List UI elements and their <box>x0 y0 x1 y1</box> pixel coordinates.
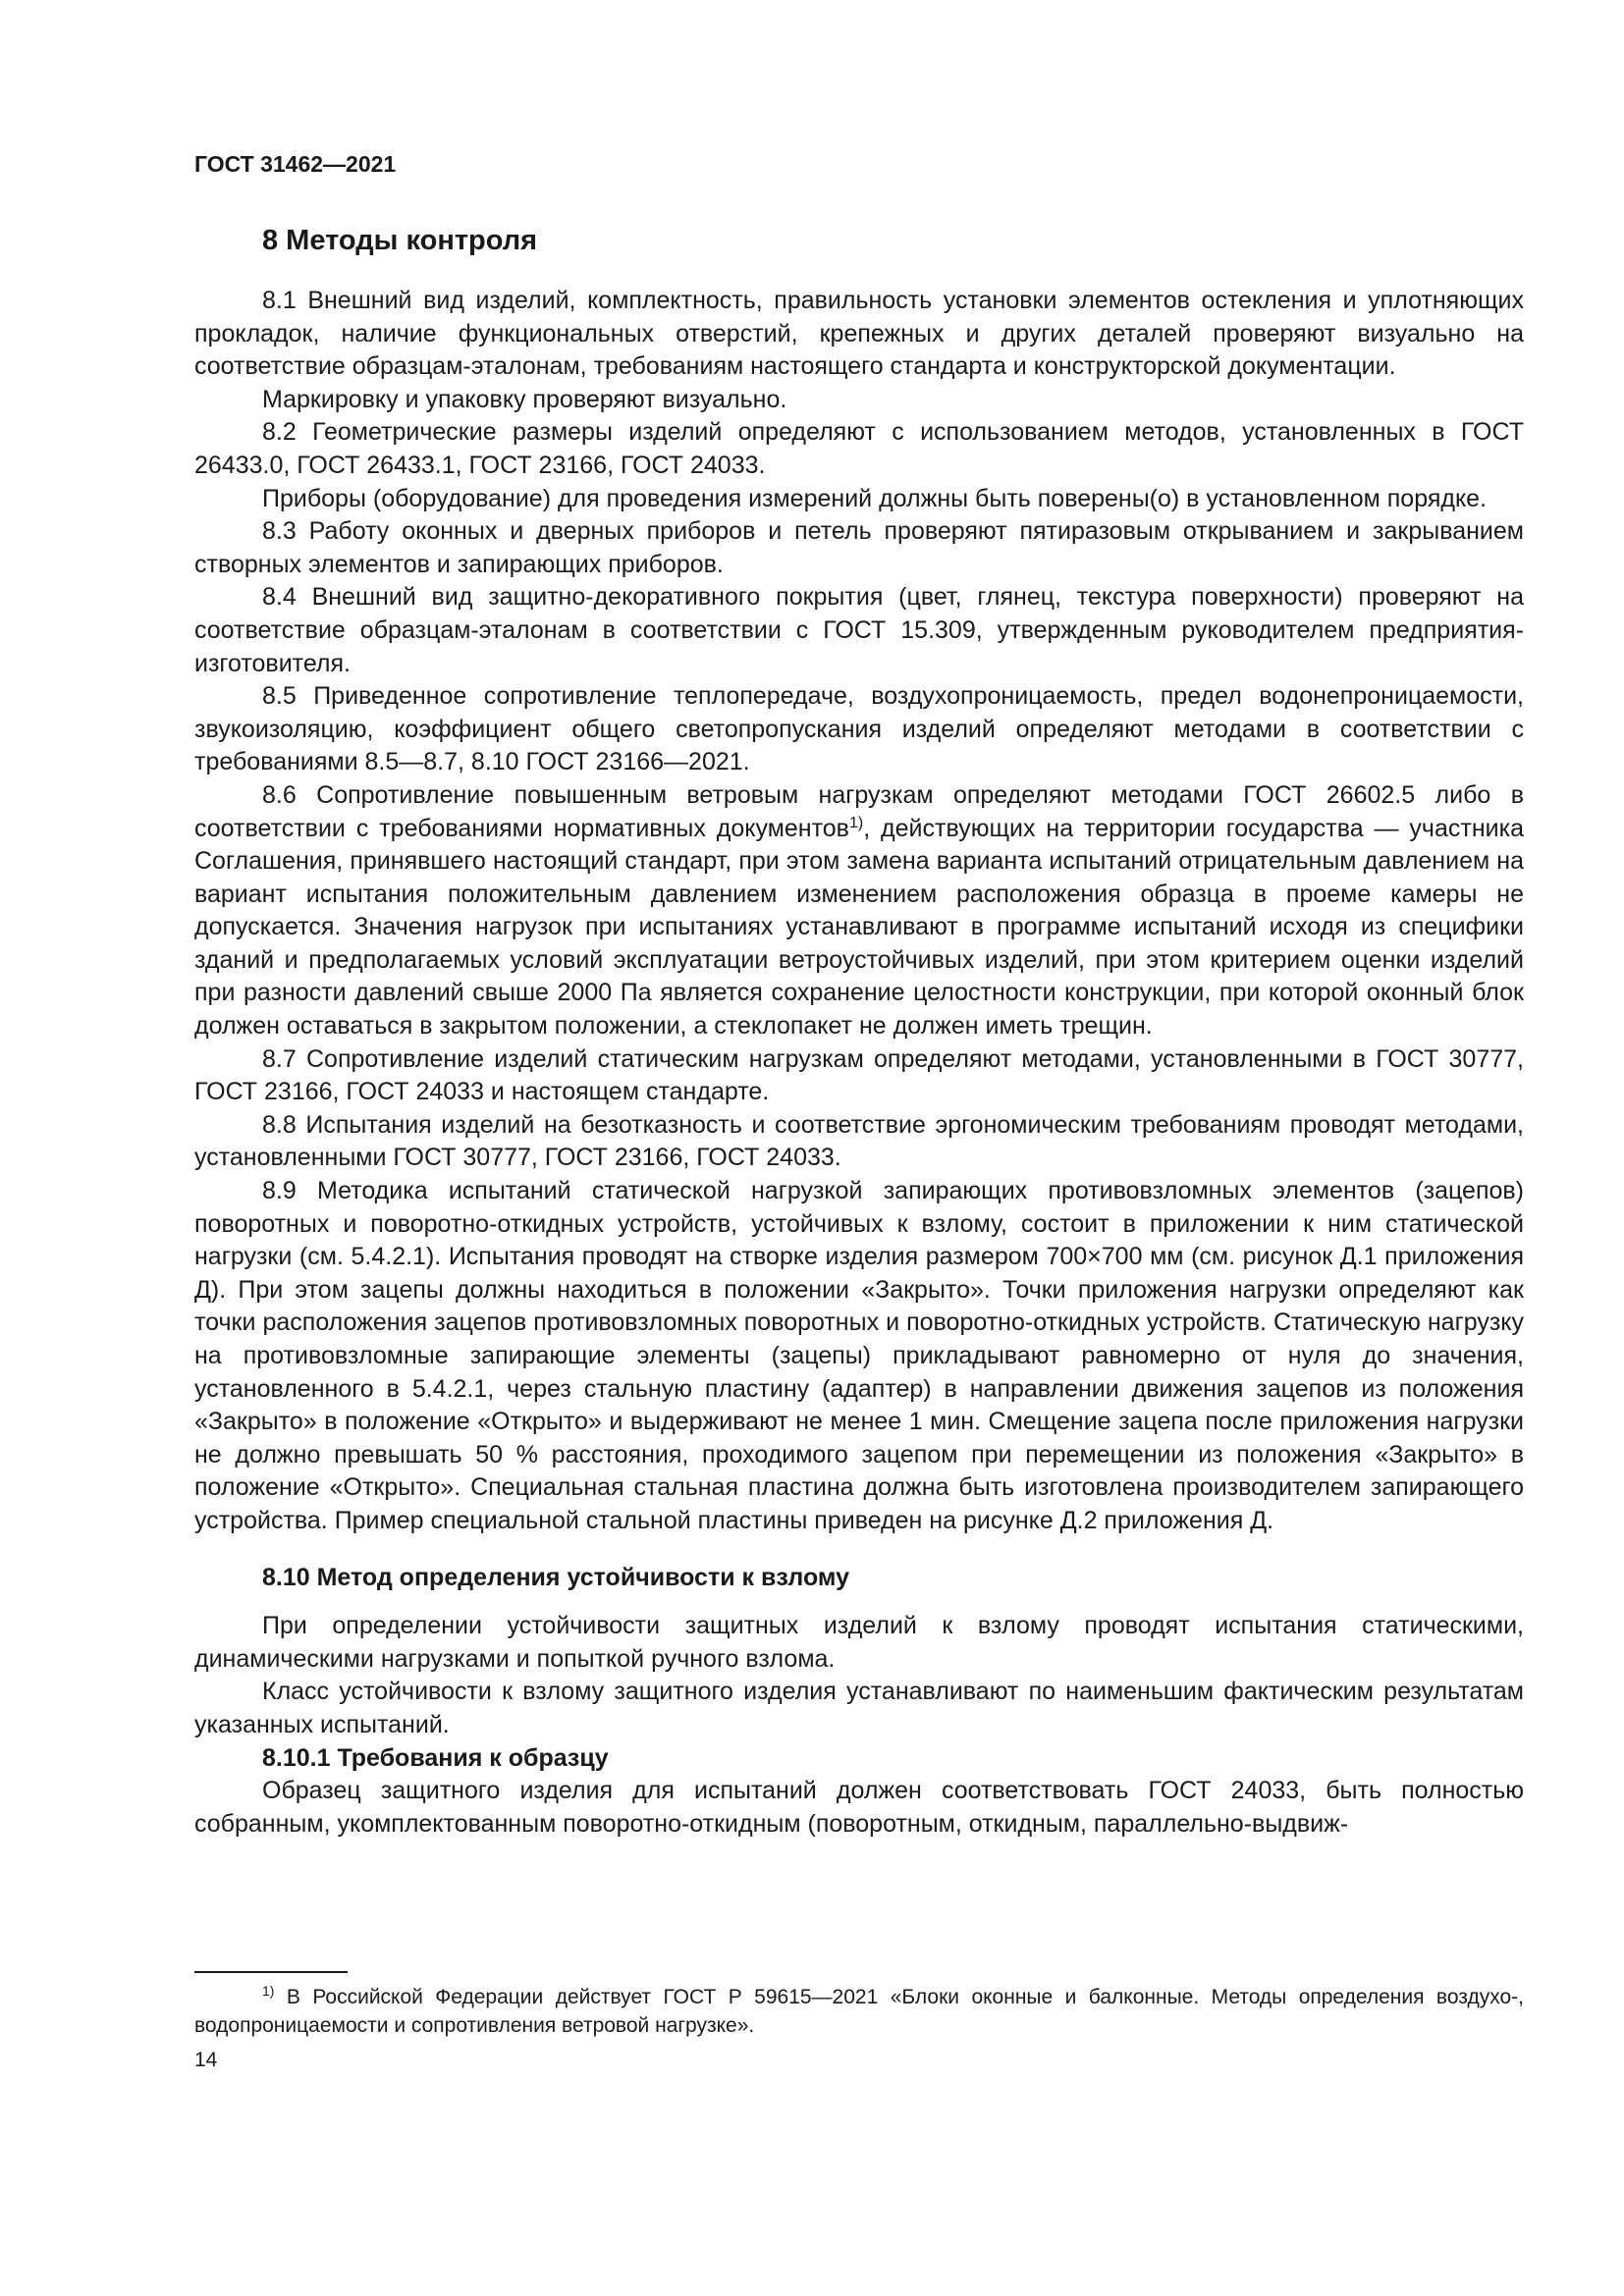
subsection-8-10-heading: 8.10 Метод определения устойчивости к взлому <box>262 1563 849 1591</box>
footnote-marker: 1) <box>262 1983 275 1999</box>
section-title: 8 Методы контроля <box>262 225 538 256</box>
paragraph-8-2-instruments: Приборы (оборудование) для проведения измерений должны быть поверены(о) в установленном порядке. <box>262 484 1488 512</box>
paragraph-8-3: 8.3 Работу оконных и дверных приборов и петель проверяют пятиразовым открыванием и закрыванием створных элементов и запирающих приборов. <box>194 517 1524 578</box>
footnote <box>194 1983 1524 2040</box>
paragraph-8-2: 8.2 Геометрические размеры изделий определяют с использованием методов, установленных в ГОСТ 26433.0, ГОСТ 26433.1, ГОСТ 23166, ГОСТ 24033. <box>194 418 1524 479</box>
subsection-8-10-1-heading: 8.10.1 Требования к образцу <box>262 1743 609 1772</box>
paragraph-8-6-rest: , действующих на территории государства — участника Соглашения, принявшего настоящий стандарт, при этом замена варианта испытаний отрицательным давлением на вариант испытания положительным давлением изменением расположения образца в проеме камеры не допускается. Значения нагрузок при испытаниях устанавливают в программе испытаний исходя из специфики зданий и предполагаемых условий эксплуатации ветроустойчивых изделий, при этом критерием оценки изделий при разности давлений свыше 2000 Па является сохранение целостности конструкции, при которой оконный блок должен оставаться в закрытом положении, а стеклопакет не должен иметь трещин. <box>194 814 1524 1041</box>
body-text <box>194 285 1524 1841</box>
paragraph-8-6-start: 8.6 Сопротивление повышенным ветровым нагрузкам определяют методами ГОСТ 26602.5 либо в соответствии с требованиями нормативных документов <box>194 780 1524 842</box>
footnote-divider <box>194 1971 348 1973</box>
page-number: 14 <box>194 2049 218 2071</box>
paragraph-8-10-intro: При определении устойчивости защитных изделий к взлому проводят испытания статическими, динамическими нагрузками и попыткой ручного взлома. <box>194 1612 1524 1673</box>
footnote-text: В Российской Федерации действует ГОСТ Р 59615—2021 «Блоки оконные и балконные. Методы определения воздухо-, водопроницаемости и сопротивления ветровой нагрузке». <box>194 1986 1524 2037</box>
paragraph-8-1: 8.1 Внешний вид изделий, комплектность, правильность установки элементов остекления и уплотняющих прокладок, наличие функциональных отверстий, крепежных и других деталей проверяют визуально на соответствие образцам-эталонам, требованиям настоящего стандарта и конструкторской документации. <box>194 287 1524 381</box>
paragraph-8-1-marking: Маркировку и упаковку проверяют визуально. <box>262 385 787 413</box>
paragraph-8-9: 8.9 Методика испытаний статической нагрузкой запирающих противовзломных элементов (зацепов) поворотных и поворотно-откидных устройств, устойчивых к взлому, состоит в приложении к ним статической нагрузки (см. 5.4.2.1). Испытания проводят на створке изделия размером 700×700 мм (см. рисунок Д.1 приложения Д). При этом зацепы должны находиться в положении «Закрыто». Точки приложения нагрузки определяют как точки расположения зацепов противовзломных поворотных и поворотно-откидных устройств. Статическую нагрузку на противовзломные запирающие элементы (зацепы) прикладывают равномерно от нуля до значения, установленного в 5.4.2.1, через стальную пластину (адаптер) в направлении движения зацепов из положения «Закрыто» в положение «Открыто» и выдерживают не менее 1 мин. Смещение зацепа после приложения нагрузки не должно превышать 50 % расстояния, проходимого зацепом при перемещении из положения «Закрыто» в положение «Открыто». Специальная стальная пластина должна быть изготовлена производителем запирающего устройства. Пример специальной стальной пластины приведен на рисунке Д.2 приложения Д. <box>194 1177 1524 1534</box>
paragraph-8-10-1: Образец защитного изделия для испытаний должен соответствовать ГОСТ 24033, быть полностью собранным, укомплектованным поворотно-откидным (поворотным, откидным, параллельно-выдвиж- <box>194 1777 1524 1838</box>
paragraph-8-7: 8.7 Сопротивление изделий статическим нагрузкам определяют методами, установленными в ГОСТ 30777, ГОСТ 23166, ГОСТ 24033 и настоящем стандарте. <box>194 1044 1524 1106</box>
paragraph-8-6 <box>194 779 1524 1043</box>
footnote-reference: 1) <box>848 814 864 831</box>
document-code: ГОСТ 31462—2021 <box>194 151 397 177</box>
paragraph-8-4: 8.4 Внешний вид защитно-декоративного покрытия (цвет, глянец, текстура поверхности) проверяют на соответствие образцам-эталонам в соответствии с ГОСТ 15.309, утвержденным руководителем предприятия-изготовителя. <box>194 583 1524 677</box>
paragraph-8-10-class: Класс устойчивости к взлому защитного изделия устанавливают по наименьшим фактическим результатам указанных испытаний. <box>194 1678 1524 1738</box>
paragraph-8-8: 8.8 Испытания изделий на безотказность и соответствие эргономическим требованиям проводят методами, установленными ГОСТ 30777, ГОСТ 23166, ГОСТ 24033. <box>194 1110 1524 1172</box>
paragraph-8-5: 8.5 Приведенное сопротивление теплопередаче, воздухопроницаемость, предел водонепроницаемости, звукоизоляцию, коэффициент общего светопропускания изделий определяют методами в соответствии с требованиями 8.5—8.7, 8.10 ГОСТ 23166—2021. <box>194 682 1524 776</box>
